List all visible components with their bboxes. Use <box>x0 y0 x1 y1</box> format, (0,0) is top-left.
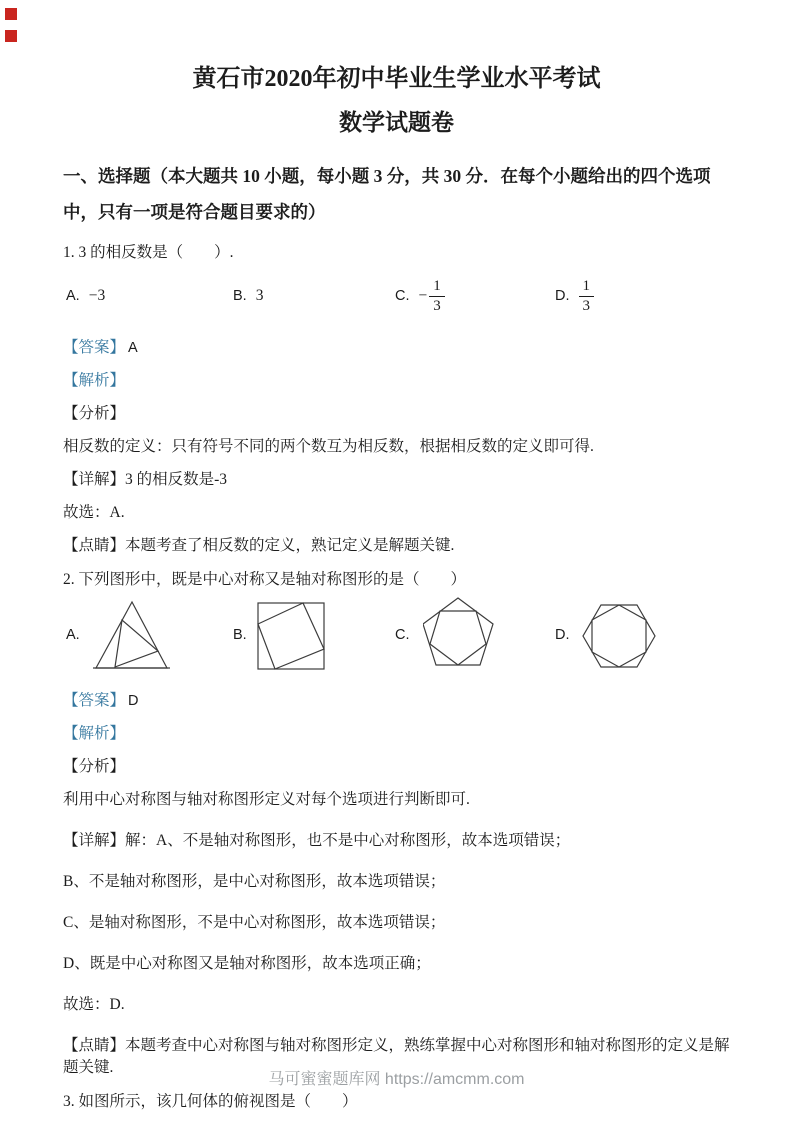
q1-option-b <box>233 266 263 326</box>
jiexi-tag: 【解析】 <box>63 725 126 742</box>
q2-detail-line-b: B、不是轴对称图形，是中心对称图形，故本选项错误； <box>63 873 446 890</box>
q2-conclusion-line: 故选：D. <box>63 996 125 1013</box>
q1-stem: 1. 3 的相反数是（ ）. <box>63 244 234 261</box>
q1-options-row <box>63 266 731 326</box>
q2-detail-line-c: C、是轴对称图形，不是中心对称图形，故本选项错误； <box>63 914 446 931</box>
q2-fenxi-line: 【分析】 <box>63 758 126 775</box>
footer-watermark: 马可蜜蜜题库网 https://amcmm.com <box>268 1071 525 1088</box>
square-in-square-figure <box>257 602 325 670</box>
q1-option-a <box>66 266 105 326</box>
q2-figures-row <box>63 595 731 679</box>
q1-option-c-minus-sign: − <box>418 287 428 304</box>
q2-stem: 2. 下列图形中，既是中心对称又是轴对称图形的是（ ） <box>63 571 467 588</box>
q1-option-c-label: C. <box>395 288 410 304</box>
q2-detail-line-d: D、既是中心对称图又是轴对称图形，故本选项正确； <box>63 955 431 972</box>
triangle-in-triangle-figure <box>93 600 170 670</box>
pentagon-in-pentagon-figure <box>423 595 494 669</box>
q2-detail-line-a: 【详解】解：A、不是轴对称图形，也不是中心对称图形，故本选项错误； <box>63 832 571 849</box>
q1-detail-line: 【详解】3 的相反数是-3 <box>63 471 228 488</box>
q1-option-d <box>555 266 594 326</box>
page-subtitle: 数学试题卷 <box>339 110 454 135</box>
q1-option-d-numerator: 1 <box>579 278 595 297</box>
q1-option-a-value: −3 <box>88 287 106 304</box>
q1-option-a-label: A. <box>66 288 80 304</box>
q2-option-d-label: D. <box>555 627 570 643</box>
q1-option-b-value: 3 <box>255 287 264 304</box>
page-title: 黄石市2020年初中毕业生学业水平考试 <box>192 66 601 92</box>
q2-answer-letter: D <box>128 693 139 709</box>
q1-analysis-text: 相反数的定义：只有符号不同的两个数互为相反数，根据相反数的定义即可得. <box>63 438 594 455</box>
q1-option-c <box>395 266 445 326</box>
answer-tag: 【答案】 <box>63 339 126 356</box>
q1-option-d-fraction <box>579 278 595 315</box>
q1-option-d-denominator: 3 <box>582 297 590 314</box>
q1-conclusion-line: 故选：A. <box>63 504 125 521</box>
q2-option-a-label: A. <box>66 627 80 643</box>
q1-option-c-fraction <box>429 278 445 315</box>
q1-fenxi-line: 【分析】 <box>63 405 126 422</box>
q2-option-c-label: C. <box>395 627 410 643</box>
q2-analysis-text: 利用中心对称图与轴对称图形定义对每个选项进行判断即可. <box>63 791 470 808</box>
hexagon-in-hexagon-figure <box>582 599 656 673</box>
q2-note-line: 【点睛】本题考查中心对称图与轴对称图形定义，熟练掌握中心对称图形和轴对称图形的定义是解题关键. <box>63 1037 730 1076</box>
q1-option-c-numerator: 1 <box>429 278 445 297</box>
section-heading: 一、选择题（本大题共 10 小题，每小题 3 分，共 30 分．在每个小题给出的四个选项中，只有一项是符合题目要求的） <box>63 166 711 222</box>
q2-option-b-label: B. <box>233 627 247 643</box>
q3-stem: 3. 如图所示，该几何体的俯视图是（ ） <box>63 1093 358 1110</box>
q1-answer-line <box>63 337 731 359</box>
q1-option-b-label: B. <box>233 288 247 304</box>
q1-note-line: 【点睛】本题考查了相反数的定义，熟记定义是解题关键. <box>63 537 455 554</box>
q2-answer-line <box>63 690 731 712</box>
answer-tag: 【答案】 <box>63 692 126 709</box>
jiexi-tag: 【解析】 <box>63 372 126 389</box>
red-marker-bottom <box>5 30 17 42</box>
document-body <box>0 158 793 1113</box>
q2-jiexi-line <box>63 723 731 745</box>
q1-option-d-label: D. <box>555 288 570 304</box>
q1-option-c-denominator: 3 <box>433 297 441 314</box>
red-marker-top <box>5 8 17 20</box>
q1-answer-letter: A <box>128 340 138 356</box>
q1-jiexi-line <box>63 370 731 392</box>
